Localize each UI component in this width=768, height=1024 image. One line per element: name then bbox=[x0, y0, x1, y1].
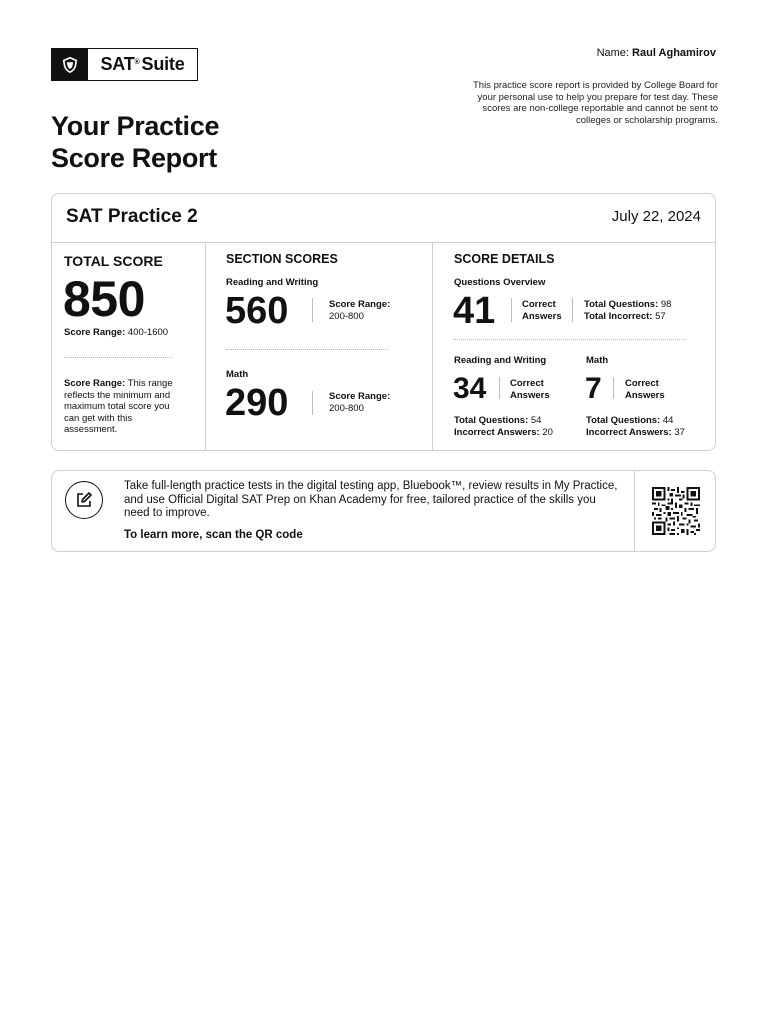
total-score-value: 850 bbox=[63, 271, 145, 327]
qr-code[interactable] bbox=[652, 487, 700, 535]
section-scores-heading: SECTION SCORES bbox=[226, 252, 338, 266]
score-details-heading: SCORE DETAILS bbox=[454, 252, 555, 266]
acorn-shield-icon bbox=[52, 49, 88, 80]
test-date: July 22, 2024 bbox=[611, 208, 701, 225]
score-card bbox=[51, 193, 716, 451]
questions-overview-label: Questions Overview bbox=[454, 277, 546, 288]
student-name: Name: Raul Aghamirov bbox=[596, 47, 716, 59]
breakdown-totals-rw: Total Questions: 54 Incorrect Answers: 20 bbox=[454, 415, 553, 438]
overview-correct-count: 41 bbox=[453, 290, 496, 332]
section-name-math: Math bbox=[226, 369, 249, 380]
section-score-rw: 560 bbox=[225, 290, 289, 332]
disclaimer-text: This practice score report is provided by College Board for your personal use to help you prepare for test day. These scores are non-college reportable and cannot be sent to colleges or scholarship programs. bbox=[472, 80, 718, 126]
edit-icon bbox=[65, 481, 103, 519]
page-title: Your Practice Score Report bbox=[51, 111, 220, 173]
breakdown-name-math: Math bbox=[586, 355, 609, 366]
breakdown-correct-math: 7 bbox=[585, 372, 602, 405]
promo-card bbox=[51, 470, 716, 552]
promo-cta: To learn more, scan the QR code bbox=[124, 529, 303, 541]
promo-text: Take full-length practice tests in the digital testing app, Bluebook™, review results in My Practice, and use Official Digital SAT Prep on Khan Academy for free, tailored practice of the skills you need to improve. bbox=[124, 480, 618, 519]
section-range-math: Score Range: 200-800 bbox=[329, 391, 391, 414]
total-score-range: Score Range: 400-1600 bbox=[64, 327, 169, 338]
logo-wordmark: SAT ® Suite bbox=[100, 54, 185, 74]
breakdown-correct-rw: 34 bbox=[453, 372, 487, 405]
score-range-note: Score Range: This range reflects the minimum and maximum total score you can get with this assessment. bbox=[64, 378, 173, 435]
breakdown-totals-math: Total Questions: 44 Incorrect Answers: 37 bbox=[586, 415, 685, 438]
overview-totals: Total Questions: 98 Total Incorrect: 57 bbox=[584, 299, 672, 322]
score-card-header bbox=[52, 194, 715, 243]
overview-correct-label: Correct Answers bbox=[522, 299, 562, 322]
breakdown-correct-label-math: Correct Answers bbox=[625, 378, 665, 401]
section-score-math: 290 bbox=[225, 382, 289, 424]
breakdown-name-rw: Reading and Writing bbox=[454, 355, 547, 366]
section-range-rw: Score Range: 200-800 bbox=[329, 299, 391, 322]
test-name: SAT Practice 2 bbox=[66, 206, 198, 227]
sat-suite-logo bbox=[51, 48, 198, 81]
total-score-heading: TOTAL SCORE bbox=[64, 253, 163, 269]
section-name-rw: Reading and Writing bbox=[226, 277, 319, 288]
breakdown-correct-label-rw: Correct Answers bbox=[510, 378, 550, 401]
